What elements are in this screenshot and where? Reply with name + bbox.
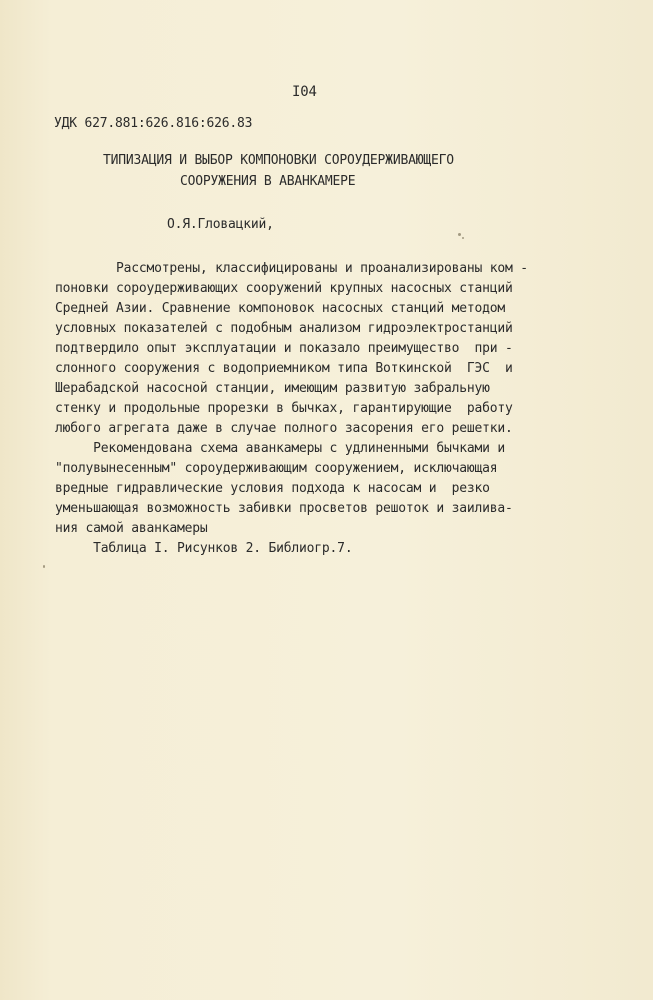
paper-speck xyxy=(462,237,464,239)
abstract-line: поновки сороудерживающих сооружений крупных насосных станций xyxy=(55,281,513,296)
abstract-line: уменьшающая возможность забивки просветов решоток и заилива- xyxy=(55,501,513,516)
abstract-line: Средней Азии. Сравнение компоновок насосных станций методом xyxy=(55,301,505,316)
abstract-line: ния самой аванкамеры xyxy=(55,521,208,536)
abstract-line: условных показателей с подобным анализом гидроэлектростанций xyxy=(55,321,513,336)
abstract-line: Шерабадской насосной станции, имеющим развитую забральную xyxy=(55,381,490,396)
page-number: I04 xyxy=(292,84,317,100)
title-line-1: ТИПИЗАЦИЯ И ВЫБОР КОМПОНОВКИ СОРОУДЕРЖИВАЮЩЕГО xyxy=(103,153,454,168)
udk-code: УДК 627.881:626.816:626.83 xyxy=(54,116,253,131)
abstract-line: вредные гидравлические условия подхода к насосам и резко xyxy=(55,481,490,496)
abstract-line: подтвердило опыт эксплуатации и показало преимущество при - xyxy=(55,341,513,356)
abstract-line: Рекомендована схема аванкамеры с удлиненными бычками и xyxy=(55,441,505,456)
abstract-line: Рассмотрены, классифицированы и проанализированы ком - xyxy=(55,261,528,276)
title-line-2: СООРУЖЕНИЯ В АВАНКАМЕРЕ xyxy=(180,174,356,189)
author-name: О.Я.Гловацкий, xyxy=(167,217,274,232)
paper-speck xyxy=(458,233,461,236)
paper-speck xyxy=(43,565,45,568)
abstract-line: Таблица I. Рисунков 2. Библиогр.7. xyxy=(55,541,353,556)
abstract-line: стенку и продольные прорезки в бычках, гарантирующие работу xyxy=(55,401,513,416)
abstract-line: любого агрегата даже в случае полного засорения его решетки. xyxy=(55,421,513,436)
abstract-line: "полувынесенным" сороудерживающим сооружением, исключающая xyxy=(55,461,498,476)
abstract-line: слонного сооружения с водоприемником типа Воткинской ГЭС и xyxy=(55,361,513,376)
